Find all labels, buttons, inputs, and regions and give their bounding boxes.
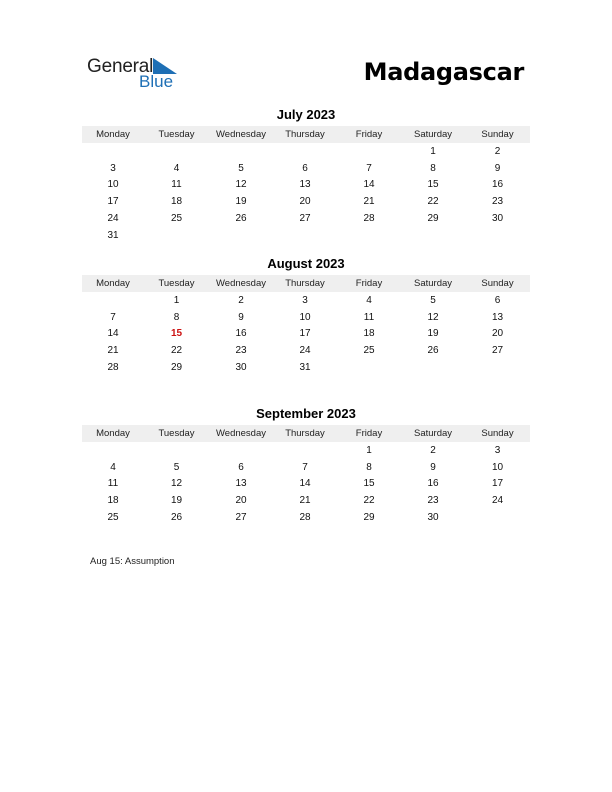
weekday-label: Tuesday [158,278,195,289]
week-row [82,292,530,309]
country-title: Madagascar [363,58,524,86]
month-title: September 2023 [256,406,356,421]
weekday-header-row [82,126,530,143]
day-cell: 5 [173,461,180,473]
holiday-note: Aug 15: Assumption [90,556,175,567]
day-cell: 7 [302,461,308,473]
day-cell: 10 [491,461,504,473]
day-cell: 21 [363,196,375,208]
day-cell: 9 [430,461,436,473]
day-cell: 13 [491,311,504,323]
week-row [82,476,530,493]
day-cell: 26 [235,213,247,225]
day-cell: 20 [491,328,504,340]
month-calendar-july [82,106,530,244]
month-calendar-august [82,255,530,376]
day-cell: 29 [427,213,439,225]
day-cell: 27 [235,512,247,524]
day-cell: 8 [366,461,372,473]
day-cell: 4 [366,294,372,306]
day-cell: 1 [173,294,180,306]
week-row [82,309,530,326]
day-cell: 28 [363,213,375,225]
day-cell: 2 [430,444,436,456]
day-cell: 16 [491,179,504,191]
day-cell: 21 [299,495,311,507]
day-cell: 30 [427,512,439,524]
week-row [82,359,530,376]
day-cell: 19 [427,328,439,340]
month-title: July 2023 [276,107,336,122]
day-cell: 17 [491,478,504,490]
weekday-label: Sunday [481,428,514,439]
day-cell: 30 [235,362,247,374]
day-cell: 28 [299,512,311,524]
week-row [82,442,530,459]
weekday-header-row [82,425,530,442]
day-cell: 3 [494,444,501,456]
day-cell: 14 [363,179,375,191]
day-cell: 21 [107,345,119,357]
week-row [82,342,530,359]
day-cell: 25 [107,512,119,524]
logo-text-general: General [87,56,154,77]
logo-text-blue: Blue [139,72,174,91]
day-cell: 30 [491,213,504,225]
day-cell: 15 [170,328,183,340]
day-cell: 10 [299,311,311,323]
day-cell: 11 [363,311,375,323]
day-cell: 11 [107,478,119,490]
weekday-label: Friday [355,129,383,140]
day-cell: 6 [302,162,308,174]
week-row [82,160,530,177]
day-cell: 31 [107,229,119,241]
month-title: August 2023 [267,256,345,271]
day-cell: 17 [299,328,311,340]
day-cell: 8 [430,162,436,174]
day-cell: 29 [363,512,375,524]
weekday-label: Sunday [481,278,514,289]
day-cell: 25 [363,345,375,357]
day-cell: 28 [107,362,119,374]
day-cell: 2 [238,294,244,306]
day-cell: 15 [363,478,375,490]
weekday-label: Saturday [413,278,453,289]
day-cell: 18 [107,495,119,507]
day-cell: 9 [494,162,501,174]
day-cell: 7 [366,162,372,174]
day-cell: 23 [427,495,439,507]
day-cell: 12 [170,478,183,490]
day-cell: 2 [494,145,501,157]
day-cell: 5 [430,294,436,306]
day-cell: 5 [238,162,244,174]
day-cell: 14 [299,478,311,490]
day-cell: 24 [491,495,504,507]
week-row [82,326,530,343]
weekday-label: Thursday [285,278,325,289]
weekday-label: Sunday [481,129,514,140]
day-cell: 12 [235,179,247,191]
weekday-label: Wednesday [216,129,266,140]
day-cell: 18 [363,328,375,340]
day-cell: 3 [302,294,308,306]
week-row [82,177,530,194]
day-cell: 26 [170,512,183,524]
day-cell: 17 [107,196,119,208]
day-cell: 12 [427,311,439,323]
month-calendar-september [82,405,530,526]
day-cell: 15 [427,179,439,191]
day-cell: 27 [299,213,311,225]
day-cell: 25 [170,213,183,225]
day-cell: 6 [494,294,501,306]
day-cell: 19 [170,495,183,507]
generalblue-logo [87,56,187,92]
weekday-label: Friday [355,428,383,439]
day-cell: 1 [430,145,436,157]
weekday-label: Wednesday [216,278,266,289]
day-cell: 9 [238,311,244,323]
day-cell: 20 [299,196,311,208]
day-cell: 1 [366,444,372,456]
day-cell: 22 [170,345,183,357]
day-cell: 27 [491,345,504,357]
week-row [82,193,530,210]
day-cell: 4 [110,461,116,473]
day-cell: 22 [363,495,375,507]
day-cell: 18 [170,196,183,208]
day-cell: 26 [427,345,439,357]
day-cell: 10 [107,179,119,191]
day-cell: 11 [171,179,182,191]
day-cell: 31 [299,362,311,374]
week-row [82,227,530,244]
weekday-header-row [82,275,530,292]
day-cell: 24 [299,345,311,357]
day-cell: 16 [427,478,439,490]
weekday-label: Monday [96,278,130,289]
day-cell: 14 [107,328,119,340]
weekday-label: Thursday [285,428,325,439]
weekday-label: Wednesday [216,428,266,439]
weekday-label: Monday [96,129,130,140]
week-row [82,210,530,227]
weekday-label: Saturday [413,428,453,439]
day-cell: 7 [110,311,116,323]
weekday-label: Thursday [285,129,325,140]
day-cell: 29 [170,362,183,374]
weekday-label: Monday [96,428,130,439]
day-cell: 22 [427,196,439,208]
week-row [82,492,530,509]
day-cell: 24 [107,213,119,225]
day-cell: 19 [235,196,247,208]
week-row [82,459,530,476]
day-cell: 20 [235,495,247,507]
day-cell: 23 [235,345,247,357]
day-cell: 3 [110,162,116,174]
weekday-label: Tuesday [158,129,195,140]
day-cell: 16 [235,328,247,340]
day-cell: 23 [491,196,504,208]
weekday-label: Saturday [413,129,453,140]
day-cell: 8 [173,311,180,323]
week-row [82,143,530,160]
weekday-label: Friday [355,278,383,289]
day-cell: 13 [299,179,311,191]
day-cell: 6 [238,461,244,473]
weekday-label: Tuesday [158,428,195,439]
week-row [82,509,530,526]
day-cell: 4 [173,162,180,174]
day-cell: 13 [235,478,247,490]
